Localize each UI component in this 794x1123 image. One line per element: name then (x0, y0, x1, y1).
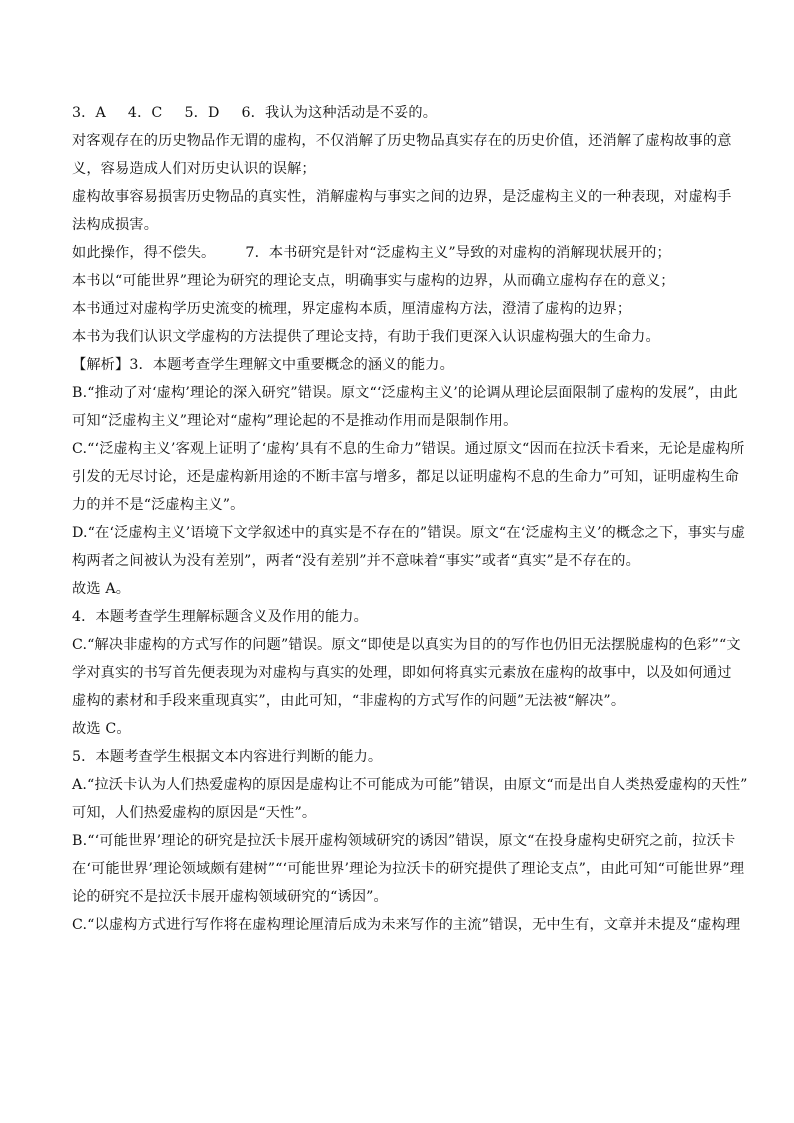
text-line: 在‘可能世界’理论领域颇有建树”“‘可能世界’理论为拉沃卡的研究提供了理论支点”，由此可知“可能世界”理 (72, 861, 745, 877)
answer-line-choices (72, 99, 722, 127)
text-line: 学对真实的书写首先便表现为对虚构与真实的处理，即如何将真实元素放在虚构的故事中，以及如何通过 (72, 665, 732, 681)
answer-7: 7．本书研究是针对“泛虚构主义”导致的对虚构的消解现状展开的； (245, 245, 671, 261)
text-line: 对客观存在的历史物品作无谓的虚构，不仅消解了历史物品真实存在的历史价值，还消解了虚构故事的意 (72, 133, 732, 149)
text-line: 可知，人们热爱虚构的原因是“天性”。 (72, 805, 317, 821)
answer-6: 6．我认为这种活动是不妥的。 (241, 105, 438, 121)
text-line: 5．本题考查学生根据文本内容进行判断的能力。 (72, 749, 383, 765)
answer-line-7 (72, 239, 722, 267)
text-line: 故选 C。 (72, 721, 131, 737)
text-line: C.“‘泛虚构主义’客观上证明了‘虚构’具有不息的生命力”错误。通过原文“因而在拉沃卡看来，无论是虚构所 (72, 441, 745, 457)
text-line: 构两者之间被认为没有差别”，两者“没有差别”并不意味着“事实”或者“真实”是不存在的。 (72, 553, 640, 569)
answer-4: 4．C (127, 105, 163, 121)
text-line: 虚构故事容易损害历史物品的真实性，消解虚构与事实之间的边界，是泛虚构主义的一种表现，对虚构手 (72, 189, 732, 205)
answer-6-conclusion: 如此操作，得不偿失。 (72, 245, 216, 261)
text-line: 4．本题考查学生理解标题含义及作用的能力。 (72, 609, 368, 625)
text-line: D.“在‘泛虚构主义’语境下文学叙述中的真实是不存在的”错误。原文“在‘泛虚构主义’的概念之下，事实与虚 (72, 525, 746, 541)
text-line: 可知“泛虚构主义”理论对“虚构”理论起的不是推动作用而是限制作用。 (72, 413, 518, 429)
answer-3: 3．A (72, 105, 106, 121)
text-line: 法构成损害。 (72, 217, 159, 233)
text-line: B.“‘可能世界’理论的研究是拉沃卡展开虚构领域研究的诱因”错误，原文“在投身虚构史研究之前，拉沃卡 (72, 833, 736, 849)
text-line: 论的研究不是拉沃卡展开虚构领域研究的“诱因”。 (72, 889, 388, 905)
text-line: C.“解决非虚构的方式写作的问题”错误。原文“即使是以真实为目的的写作也仍旧无法摆脱虚构的色彩”“文 (72, 637, 741, 653)
text-line: 虚构的素材和手段来重现真实”，由此可知，“非虚构的方式写作的问题”无法被“解决”。 (72, 693, 626, 709)
text-line: B.“推动了对‘虚构’理论的深入研究”错误。原文“‘泛虚构主义’的论调从理论层面限制了虚构的发展”，由此 (72, 385, 738, 401)
text-line: 义，容易造成人们对历史认识的误解； (72, 161, 316, 177)
text-line: 故选 A。 (72, 581, 131, 597)
text-line: 引发的无尽讨论，还是虚构新用途的不断丰富与增多，都足以证明虚构不息的生命力”可知，证明虚构生命 (72, 469, 739, 485)
answer-analysis-document (72, 99, 748, 939)
analysis-heading: 【解析】3．本题考查学生理解文中重要概念的涵义的能力。 (72, 357, 454, 373)
text-line: 力的并不是“泛虚构主义”。 (72, 497, 245, 513)
text-line: 本书通过对虚构学历史流变的梳理，界定虚构本质，厘清虚构方法，澄清了虚构的边界； (72, 301, 632, 317)
text-line: C.“以虚构方式进行写作将在虚构理论厘清后成为未来写作的主流”错误，无中生有，文章并未提及“虚构理 (72, 917, 741, 933)
answer-5: 5．D (184, 105, 220, 121)
text-line: A.“拉沃卡认为人们热爱虚构的原因是虚构让不可能成为可能”错误，由原文“而是出自人类热爱虚构的天性” (72, 777, 748, 793)
text-line: 本书为我们认识文学虚构的方法提供了理论支持，有助于我们更深入认识虚构强大的生命力。 (72, 329, 660, 345)
text-line: 本书以“可能世界”理论为研究的理论支点，明确事实与虚构的边界，从而确立虚构存在的意义； (72, 273, 675, 289)
